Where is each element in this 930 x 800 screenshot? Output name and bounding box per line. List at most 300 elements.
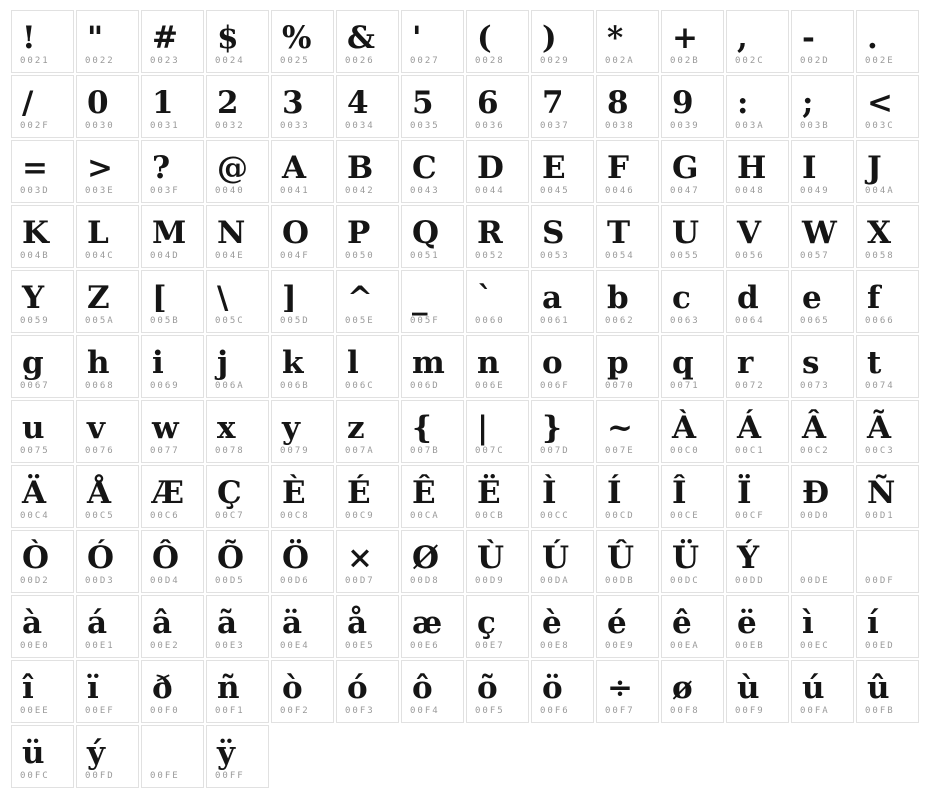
glyph-cell[interactable] (791, 205, 854, 268)
glyph-cell[interactable] (141, 725, 204, 788)
glyph-cell[interactable] (791, 660, 854, 723)
glyph-character: x (217, 410, 236, 446)
glyph-cell[interactable] (336, 205, 399, 268)
glyph-cell[interactable] (206, 10, 269, 73)
glyph-cell[interactable] (76, 10, 139, 73)
glyph-cell[interactable] (11, 270, 74, 333)
glyph-cell[interactable] (11, 75, 74, 138)
glyph-cell[interactable] (726, 660, 789, 723)
glyph-preview (672, 466, 721, 512)
glyph-preview (477, 271, 526, 317)
glyph-cell[interactable] (661, 400, 724, 463)
glyph-codepoint-label: 00FB (865, 706, 895, 716)
glyph-cell[interactable] (336, 10, 399, 73)
glyph-cell[interactable] (791, 335, 854, 398)
glyph-character: F (607, 150, 630, 186)
glyph-character: í (867, 605, 879, 641)
glyph-cell[interactable] (531, 595, 594, 658)
glyph-cell[interactable] (206, 140, 269, 203)
glyph-cell[interactable] (271, 400, 334, 463)
glyph-codepoint-label: 00C3 (865, 446, 895, 456)
glyph-preview (152, 466, 201, 512)
glyph-character: 9 (672, 85, 694, 121)
glyph-preview (282, 271, 331, 317)
glyph-cell[interactable] (336, 140, 399, 203)
glyph-preview (542, 206, 591, 252)
glyph-codepoint-label: 006C (345, 381, 375, 391)
glyph-cell[interactable] (791, 140, 854, 203)
glyph-character: ï (87, 670, 99, 706)
glyph-cell[interactable] (856, 75, 919, 138)
glyph-character: r (737, 345, 754, 381)
glyph-cell[interactable] (76, 725, 139, 788)
glyph-cell[interactable] (141, 400, 204, 463)
glyph-cell[interactable] (271, 205, 334, 268)
glyph-character: * (607, 20, 624, 56)
glyph-character: ì (802, 605, 814, 641)
glyph-cell[interactable] (206, 75, 269, 138)
glyph-codepoint-label: 0060 (475, 316, 505, 326)
glyph-cell[interactable] (401, 530, 464, 593)
glyph-preview (217, 726, 266, 772)
glyph-cell[interactable] (401, 140, 464, 203)
glyph-codepoint-label: 00C7 (215, 511, 245, 521)
glyph-cell[interactable] (271, 595, 334, 658)
glyph-cell[interactable] (141, 530, 204, 593)
glyph-cell[interactable] (726, 10, 789, 73)
glyph-cell[interactable] (76, 465, 139, 528)
glyph-codepoint-label: 004C (85, 251, 115, 261)
glyph-cell[interactable] (791, 400, 854, 463)
glyph-character: Á (737, 410, 762, 446)
glyph-preview (542, 11, 591, 57)
glyph-cell[interactable] (336, 335, 399, 398)
glyph-cell[interactable] (596, 75, 659, 138)
glyph-cell[interactable] (531, 205, 594, 268)
glyph-preview (802, 596, 851, 642)
glyph-codepoint-label: 00DB (605, 576, 635, 586)
glyph-codepoint-label: 00C6 (150, 511, 180, 521)
glyph-preview (542, 141, 591, 187)
glyph-cell[interactable] (466, 140, 529, 203)
glyph-cell[interactable] (401, 595, 464, 658)
glyph-cell[interactable] (791, 465, 854, 528)
glyph-cell[interactable] (791, 595, 854, 658)
glyph-cell[interactable] (531, 75, 594, 138)
glyph-preview (22, 466, 71, 512)
glyph-codepoint-label: 00E3 (215, 641, 245, 651)
glyph-character: Ð (802, 475, 830, 511)
glyph-character: ù (737, 670, 760, 706)
glyph-preview (672, 401, 721, 447)
glyph-cell[interactable] (401, 205, 464, 268)
glyph-codepoint-label: 00D4 (150, 576, 180, 586)
glyph-preview (542, 336, 591, 382)
glyph-cell[interactable] (596, 465, 659, 528)
glyph-cell[interactable] (531, 400, 594, 463)
glyph-character: ê (672, 605, 692, 641)
glyph-cell[interactable] (206, 725, 269, 788)
glyph-preview (217, 141, 266, 187)
glyph-codepoint-label: 00D7 (345, 576, 375, 586)
glyph-codepoint-label: 002F (20, 121, 50, 131)
glyph-cell[interactable] (466, 595, 529, 658)
glyph-cell[interactable] (791, 530, 854, 593)
glyph-cell[interactable] (271, 140, 334, 203)
glyph-cell[interactable] (791, 270, 854, 333)
glyph-codepoint-label: 0023 (150, 56, 180, 66)
glyph-cell[interactable] (206, 465, 269, 528)
glyph-cell[interactable] (661, 205, 724, 268)
glyph-character: Z (87, 280, 110, 316)
glyph-cell[interactable] (76, 400, 139, 463)
glyph-character: ? (152, 150, 171, 186)
glyph-codepoint-label: 00F9 (735, 706, 765, 716)
glyph-cell[interactable] (11, 140, 74, 203)
glyph-cell[interactable] (791, 10, 854, 73)
glyph-cell[interactable] (141, 595, 204, 658)
glyph-preview (607, 206, 656, 252)
glyph-cell[interactable] (336, 465, 399, 528)
glyph-character: _ (412, 280, 428, 316)
glyph-character: ^ (347, 280, 373, 316)
glyph-cell[interactable] (466, 205, 529, 268)
glyph-codepoint-label: 0075 (20, 446, 50, 456)
glyph-cell[interactable] (76, 530, 139, 593)
glyph-cell[interactable] (206, 530, 269, 593)
glyph-cell[interactable] (596, 140, 659, 203)
glyph-cell[interactable] (596, 335, 659, 398)
glyph-preview (867, 401, 916, 447)
glyph-cell[interactable] (856, 660, 919, 723)
glyph-cell[interactable] (76, 75, 139, 138)
glyph-cell[interactable] (76, 140, 139, 203)
glyph-character: Ö (282, 540, 310, 576)
glyph-cell[interactable] (466, 75, 529, 138)
glyph-cell[interactable] (11, 10, 74, 73)
glyph-cell[interactable] (661, 465, 724, 528)
glyph-cell[interactable] (11, 400, 74, 463)
glyph-codepoint-label: 0076 (85, 446, 115, 456)
glyph-preview (737, 76, 786, 122)
glyph-preview (87, 466, 136, 512)
glyph-preview (282, 206, 331, 252)
glyph-character: Ò (22, 540, 50, 576)
glyph-cell[interactable] (466, 335, 529, 398)
glyph-cell[interactable] (661, 10, 724, 73)
glyph-character: e (802, 280, 822, 316)
glyph-character: W (802, 215, 837, 251)
glyph-codepoint-label: 006D (410, 381, 440, 391)
glyph-codepoint-label: 0032 (215, 121, 245, 131)
glyph-character: Â (802, 410, 827, 446)
glyph-cell[interactable] (76, 205, 139, 268)
glyph-cell[interactable] (726, 465, 789, 528)
glyph-cell[interactable] (271, 10, 334, 73)
glyph-cell[interactable] (726, 270, 789, 333)
glyph-cell[interactable] (271, 270, 334, 333)
glyph-character: á (87, 605, 108, 641)
glyph-cell[interactable] (856, 140, 919, 203)
glyph-cell[interactable] (271, 465, 334, 528)
glyph-preview (87, 141, 136, 187)
glyph-character: q (672, 345, 694, 381)
glyph-cell[interactable] (726, 530, 789, 593)
glyph-cell[interactable] (531, 140, 594, 203)
glyph-preview (282, 596, 331, 642)
glyph-cell[interactable] (11, 660, 74, 723)
glyph-cell[interactable] (856, 270, 919, 333)
glyph-character: - (802, 20, 815, 56)
glyph-cell[interactable] (726, 140, 789, 203)
glyph-character: Æ (152, 475, 185, 511)
glyph-preview (477, 596, 526, 642)
glyph-codepoint-label: 00EE (20, 706, 50, 716)
glyph-cell[interactable] (141, 205, 204, 268)
glyph-preview (217, 271, 266, 317)
glyph-cell[interactable] (206, 270, 269, 333)
glyph-cell[interactable] (76, 660, 139, 723)
glyph-character: Ä (22, 475, 47, 511)
glyph-cell[interactable] (856, 10, 919, 73)
glyph-cell[interactable] (726, 400, 789, 463)
glyph-preview (802, 11, 851, 57)
glyph-preview (672, 11, 721, 57)
glyph-codepoint-label: 0040 (215, 186, 245, 196)
glyph-preview (802, 531, 851, 577)
glyph-character: ú (802, 670, 825, 706)
glyph-preview (412, 271, 461, 317)
glyph-character: Ù (477, 540, 505, 576)
glyph-cell[interactable] (726, 595, 789, 658)
glyph-preview (87, 76, 136, 122)
glyph-cell[interactable] (206, 660, 269, 723)
glyph-cell[interactable] (141, 10, 204, 73)
glyph-cell[interactable] (466, 10, 529, 73)
glyph-cell[interactable] (401, 400, 464, 463)
glyph-cell[interactable] (531, 270, 594, 333)
glyph-codepoint-label: 00C5 (85, 511, 115, 521)
glyph-character: i (152, 345, 164, 381)
glyph-cell[interactable] (661, 140, 724, 203)
glyph-cell[interactable] (726, 205, 789, 268)
glyph-character: Î (672, 475, 687, 511)
glyph-cell[interactable] (206, 205, 269, 268)
glyph-cell[interactable] (401, 270, 464, 333)
glyph-cell[interactable] (336, 660, 399, 723)
glyph-cell[interactable] (271, 75, 334, 138)
glyph-cell[interactable] (856, 595, 919, 658)
glyph-cell[interactable] (791, 75, 854, 138)
glyph-cell[interactable] (401, 75, 464, 138)
glyph-cell[interactable] (661, 530, 724, 593)
glyph-character: ç (477, 605, 496, 641)
glyph-character: æ (412, 605, 443, 641)
glyph-codepoint-label: 00CB (475, 511, 505, 521)
glyph-cell[interactable] (336, 530, 399, 593)
glyph-preview (737, 661, 786, 707)
glyph-character: & (347, 20, 375, 56)
glyph-cell[interactable] (11, 465, 74, 528)
glyph-codepoint-label: 0071 (670, 381, 700, 391)
glyph-cell[interactable] (661, 660, 724, 723)
glyph-cell[interactable] (76, 270, 139, 333)
glyph-cell[interactable] (856, 335, 919, 398)
glyph-cell[interactable] (856, 400, 919, 463)
glyph-cell[interactable] (596, 530, 659, 593)
glyph-cell[interactable] (336, 595, 399, 658)
glyph-cell[interactable] (596, 595, 659, 658)
glyph-cell[interactable] (141, 75, 204, 138)
glyph-character: = (22, 150, 48, 186)
glyph-codepoint-label: 00CE (670, 511, 700, 521)
glyph-cell[interactable] (661, 595, 724, 658)
glyph-preview (672, 596, 721, 642)
glyph-codepoint-label: 00DF (865, 576, 895, 586)
glyph-preview (412, 661, 461, 707)
glyph-codepoint-label: 00E0 (20, 641, 50, 651)
glyph-preview (607, 466, 656, 512)
glyph-cell[interactable] (466, 660, 529, 723)
glyph-cell[interactable] (466, 400, 529, 463)
glyph-cell[interactable] (726, 75, 789, 138)
glyph-character: @ (217, 150, 248, 186)
glyph-cell[interactable] (466, 465, 529, 528)
glyph-cell[interactable] (401, 10, 464, 73)
glyph-preview (542, 466, 591, 512)
glyph-cell[interactable] (531, 530, 594, 593)
glyph-cell[interactable] (596, 205, 659, 268)
glyph-codepoint-label: 00E9 (605, 641, 635, 651)
glyph-codepoint-label: 00C0 (670, 446, 700, 456)
glyph-character: R (477, 215, 503, 251)
glyph-codepoint-label: 005C (215, 316, 245, 326)
glyph-codepoint-label: 0044 (475, 186, 505, 196)
glyph-codepoint-label: 002C (735, 56, 765, 66)
glyph-preview (217, 661, 266, 707)
glyph-cell[interactable] (401, 465, 464, 528)
glyph-cell[interactable] (76, 335, 139, 398)
glyph-cell[interactable] (141, 660, 204, 723)
glyph-cell[interactable] (11, 725, 74, 788)
glyph-preview (412, 206, 461, 252)
glyph-cell[interactable] (661, 270, 724, 333)
glyph-preview (672, 206, 721, 252)
glyph-cell[interactable] (336, 270, 399, 333)
glyph-cell[interactable] (141, 335, 204, 398)
glyph-codepoint-label: 00DC (670, 576, 700, 586)
glyph-preview (347, 401, 396, 447)
glyph-cell[interactable] (531, 660, 594, 723)
glyph-codepoint-label: 00F3 (345, 706, 375, 716)
glyph-character: g (22, 345, 44, 381)
glyph-character: k (282, 345, 304, 381)
glyph-cell[interactable] (531, 10, 594, 73)
glyph-cell[interactable] (856, 465, 919, 528)
glyph-character: N (217, 215, 246, 251)
glyph-cell[interactable] (531, 465, 594, 528)
glyph-codepoint-label: 00C2 (800, 446, 830, 456)
glyph-codepoint-label: 0079 (280, 446, 310, 456)
glyph-cell[interactable] (11, 530, 74, 593)
glyph-cell[interactable] (336, 75, 399, 138)
glyph-preview (87, 206, 136, 252)
glyph-preview (477, 401, 526, 447)
glyph-preview (607, 76, 656, 122)
glyph-cell[interactable] (11, 205, 74, 268)
glyph-codepoint-label: 0072 (735, 381, 765, 391)
glyph-codepoint-label: 00DA (540, 576, 570, 586)
glyph-codepoint-label: 005E (345, 316, 375, 326)
glyph-codepoint-label: 004B (20, 251, 50, 261)
glyph-codepoint-label: 002E (865, 56, 895, 66)
glyph-character: E (542, 150, 566, 186)
glyph-cell[interactable] (206, 400, 269, 463)
glyph-cell[interactable] (76, 595, 139, 658)
glyph-cell[interactable] (271, 335, 334, 398)
glyph-preview (87, 726, 136, 772)
glyph-cell[interactable] (596, 400, 659, 463)
glyph-cell[interactable] (336, 400, 399, 463)
glyph-cell[interactable] (401, 660, 464, 723)
glyph-codepoint-label: 004F (280, 251, 310, 261)
glyph-character: ã (217, 605, 238, 641)
glyph-cell[interactable] (271, 530, 334, 593)
glyph-cell[interactable] (596, 270, 659, 333)
glyph-cell[interactable] (141, 270, 204, 333)
glyph-character: ü (22, 735, 45, 771)
glyph-cell[interactable] (856, 205, 919, 268)
glyph-preview (672, 141, 721, 187)
glyph-cell[interactable] (11, 595, 74, 658)
glyph-character: L (87, 215, 109, 251)
glyph-preview (22, 336, 71, 382)
glyph-codepoint-label: 0068 (85, 381, 115, 391)
glyph-cell[interactable] (141, 465, 204, 528)
glyph-cell[interactable] (661, 75, 724, 138)
glyph-preview (412, 76, 461, 122)
glyph-preview (737, 206, 786, 252)
glyph-character: d (737, 280, 759, 316)
glyph-cell[interactable] (141, 140, 204, 203)
glyph-cell[interactable] (206, 595, 269, 658)
glyph-cell[interactable] (11, 335, 74, 398)
glyph-preview (217, 531, 266, 577)
glyph-cell[interactable] (271, 660, 334, 723)
glyph-character: Ú (542, 540, 570, 576)
glyph-character: u (22, 410, 45, 446)
glyph-cell[interactable] (206, 335, 269, 398)
glyph-preview (152, 271, 201, 317)
glyph-preview (737, 596, 786, 642)
glyph-cell[interactable] (466, 530, 529, 593)
glyph-character: 1 (152, 85, 174, 121)
glyph-character: Õ (217, 540, 245, 576)
glyph-cell[interactable] (726, 335, 789, 398)
glyph-character: } (542, 410, 562, 446)
glyph-cell[interactable] (466, 270, 529, 333)
glyph-cell[interactable] (596, 10, 659, 73)
glyph-cell[interactable] (596, 660, 659, 723)
glyph-cell[interactable] (531, 335, 594, 398)
glyph-preview (217, 76, 266, 122)
glyph-cell[interactable] (661, 335, 724, 398)
glyph-codepoint-label: 0077 (150, 446, 180, 456)
glyph-cell[interactable] (856, 530, 919, 593)
glyph-cell[interactable] (401, 335, 464, 398)
glyph-codepoint-label: 007C (475, 446, 505, 456)
glyph-codepoint-label: 0050 (345, 251, 375, 261)
